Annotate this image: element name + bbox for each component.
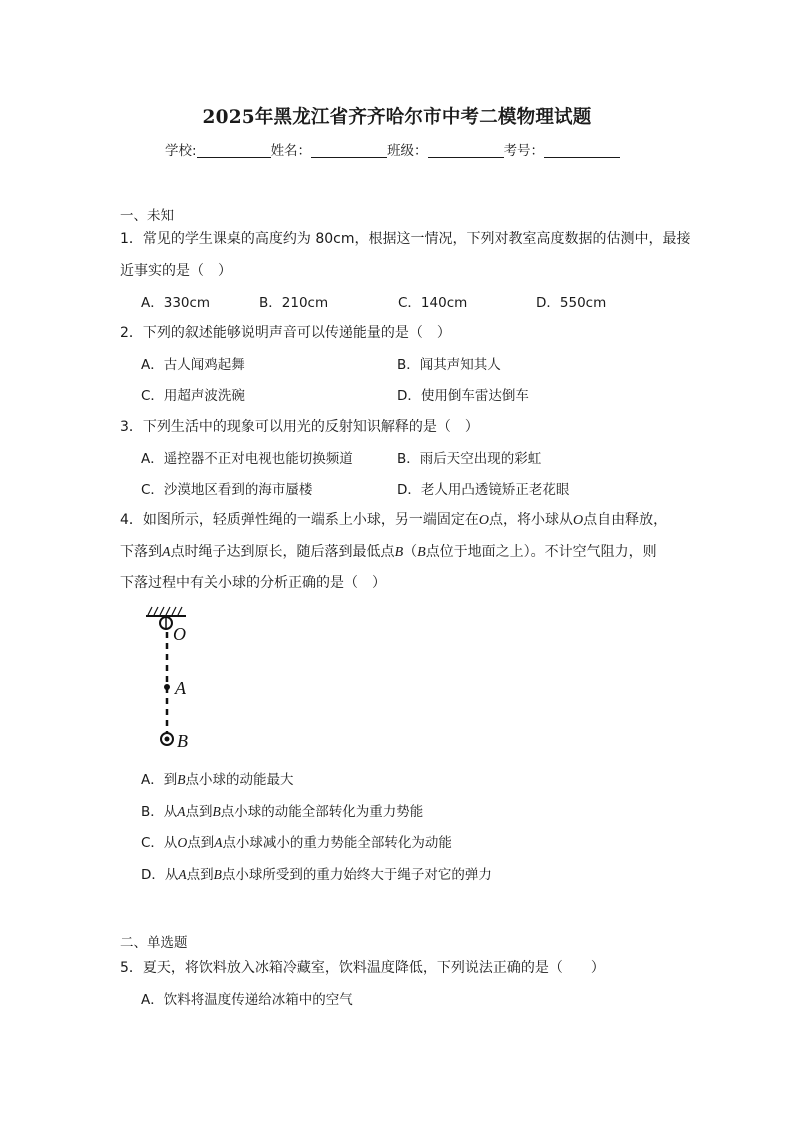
q3-option-a[interactable]: A．遥控器不正对电视也能切换频道	[141, 451, 353, 467]
q4-option-a[interactable]: A．到B点小球的动能最大	[141, 772, 294, 788]
class-blank[interactable]	[428, 143, 504, 158]
q1-option-b[interactable]: B．210cm	[259, 295, 329, 311]
class-label: 班级：	[387, 143, 428, 159]
q4-option-c[interactable]: C．从O点到A点小球减小的重力势能全部转化为动能	[141, 835, 452, 851]
q3-option-c[interactable]: C．沙漠地区看到的海市蜃楼	[141, 482, 313, 498]
question-2-text: 2．下列的叙述能够说明声音可以传递能量的是（ ）	[120, 325, 451, 341]
name-blank[interactable]	[311, 143, 387, 158]
q5-option-a[interactable]: A．饮料将温度传递给冰箱中的空气	[141, 992, 353, 1008]
label-b: B	[177, 731, 188, 751]
school-blank[interactable]	[197, 143, 271, 158]
section-heading: 二、单选题	[120, 935, 188, 951]
exam-no-label: 考号：	[503, 143, 545, 159]
question-4-text: 4．如图所示，轻质弹性绳的一端系上小球，另一端固定在O点，将小球从O点自由释放，	[120, 512, 668, 528]
question-1-text-cont: 近事实的是（ ）	[120, 263, 232, 279]
question-4-text-cont: 下落到A点时绳子达到原长，随后落到最低点B（B点位于地面之上）。不计空气阻力，则	[120, 544, 657, 560]
question-1-text: 1．常见的学生课桌的高度约为 80cm，根据这一情况，下列对教室高度数据的估测中，最接	[120, 231, 691, 247]
label-o: O	[173, 624, 186, 644]
exam-no-blank[interactable]	[544, 143, 620, 158]
name-label: 姓名：	[270, 143, 312, 159]
student-info-line	[165, 139, 620, 159]
section-heading: 一、未知	[120, 208, 174, 224]
pendulum-figure	[140, 602, 210, 754]
question-5-text: 5．夏天，将饮料放入冰箱冷藏室，饮料温度降低，下列说法正确的是（ ）	[120, 960, 605, 976]
label-a: A	[175, 678, 186, 698]
ceiling-hatch	[148, 607, 182, 615]
point-a-dot	[164, 684, 170, 690]
question-4-text-end: 下落过程中有关小球的分析正确的是（ ）	[120, 575, 386, 591]
q4-option-b[interactable]: B．从A点到B点小球的动能全部转化为重力势能	[141, 804, 424, 820]
q4-option-d[interactable]: D．从A点到B点小球所受到的重力始终大于绳子对它的弹力	[141, 867, 492, 883]
q2-option-a[interactable]: A．古人闻鸡起舞	[141, 357, 245, 373]
question-3-text: 3．下列生活中的现象可以用光的反射知识解释的是（ ）	[120, 419, 479, 435]
q1-option-d[interactable]: D．550cm	[536, 295, 607, 311]
q1-option-a[interactable]: A．330cm	[141, 295, 211, 311]
school-label: 学校:	[165, 143, 197, 159]
q2-option-d[interactable]: D．使用倒车雷达倒车	[397, 388, 529, 404]
q1-option-c[interactable]: C．140cm	[398, 295, 468, 311]
q3-option-d[interactable]: D．老人用凸透镜矫正老花眼	[397, 482, 570, 498]
q3-option-b[interactable]: B．雨后天空出现的彩虹	[397, 451, 542, 467]
q2-option-c[interactable]: C．用超声波洗碗	[141, 388, 245, 404]
q2-option-b[interactable]: B．闻其声知其人	[397, 357, 501, 373]
page-title: 2025年黑龙江省齐齐哈尔市中考二模物理试题	[202, 107, 592, 128]
